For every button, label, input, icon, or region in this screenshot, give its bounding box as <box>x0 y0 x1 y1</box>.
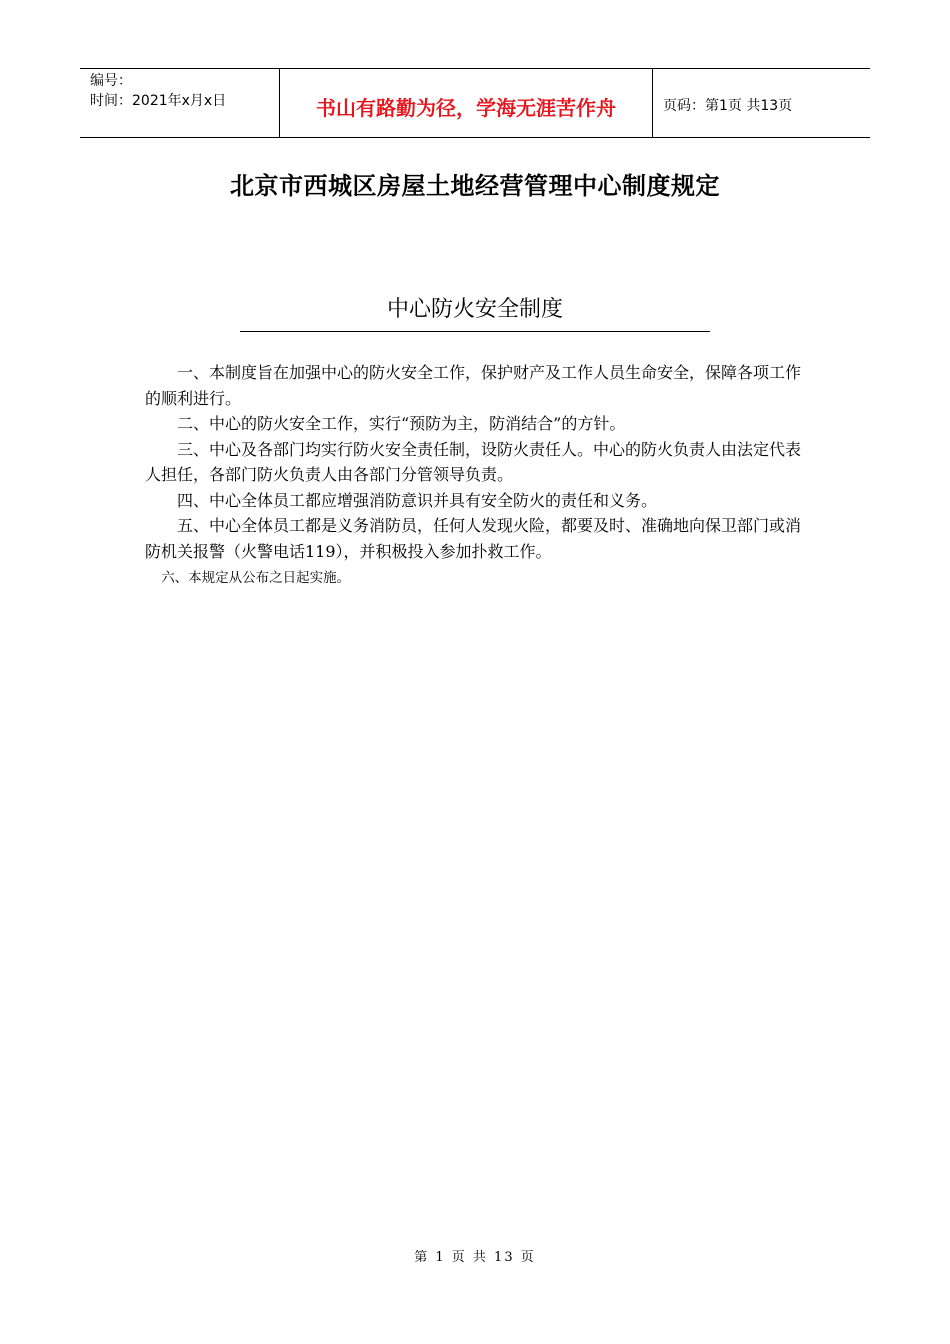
time-label: 时间：2021年x月x日 <box>90 93 227 109</box>
section-title: 中心防火安全制度 <box>240 292 710 332</box>
header-meta <box>80 69 280 137</box>
number-label: 编号： <box>90 73 132 89</box>
document-body <box>145 360 805 592</box>
paragraph: 五、中心全体员工都是义务消防员，任何人发现火险，都要及时、准确地向保卫部门或消防机关报警（火警电话119），并积极投入参加扑救工作。 <box>145 516 802 561</box>
paragraph: 三、中心及各部门均实行防火安全责任制，设防火责任人。中心的防火负责人由法定代表人担任，各部门防火负责人由各部门分管领导负责。 <box>145 439 802 484</box>
header-motto: 书山有路勤为径，学海无涯苦作舟 <box>280 69 653 137</box>
header-page-info: 页码：第1页 共13页 <box>663 98 793 114</box>
page-header <box>80 68 870 138</box>
paragraph: 一、本制度旨在加强中心的防火安全工作，保护财产及工作人员生命安全，保障各项工作的顺利进行。 <box>145 363 802 408</box>
page-footer: 第 1 页 共 13 页 <box>414 1250 536 1265</box>
paragraph: 四、中心全体员工都应增强消防意识并具有安全防火的责任和义务。 <box>177 490 658 510</box>
document-title: 北京市西城区房屋土地经营管理中心制度规定 <box>230 172 720 200</box>
paragraph: 二、中心的防火安全工作，实行“预防为主，防消结合”的方针。 <box>177 414 626 433</box>
paragraph-last: 六、本规定从公布之日起实施。 <box>161 570 351 586</box>
